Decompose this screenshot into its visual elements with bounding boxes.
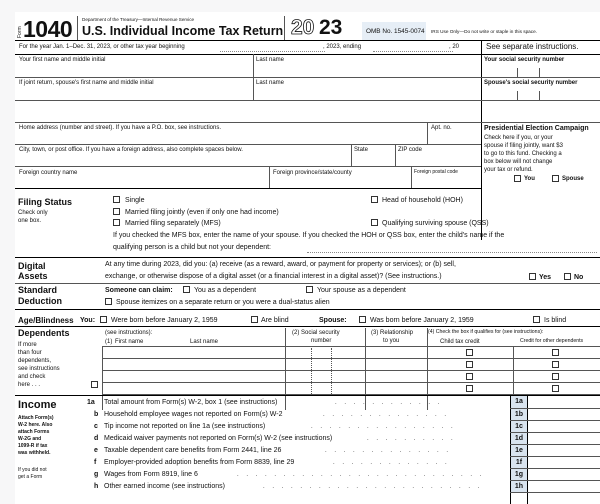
- dep-col1-last: Last name: [190, 339, 219, 345]
- digital-question-1: At any time during 2023, did you: (a) receive (as a reward, award, or payment for property or services); or (b) sell,: [105, 261, 456, 268]
- mfs-label: Married filing separately (MFS): [125, 220, 221, 227]
- campaign-line-3: to go to this fund. Checking a: [484, 151, 562, 157]
- age-spouse-label: Spouse:: [319, 317, 347, 324]
- you-born-before-label: Were born before January 2, 1959: [111, 317, 218, 324]
- campaign-line-4: box below will not change: [484, 159, 553, 165]
- form-title: U.S. Individual Income Tax Return: [82, 24, 284, 38]
- standard-title-1: Standard: [18, 285, 58, 295]
- line-1g-text: Wages from Form 8919, line 6: [104, 471, 198, 478]
- mfj-checkbox[interactable]: [113, 208, 120, 215]
- qss-checkbox[interactable]: [371, 219, 378, 226]
- dep-side-5: and check: [18, 374, 46, 380]
- year-prefix: 20: [291, 16, 315, 39]
- spouse-blind-label: Is blind: [544, 317, 567, 324]
- line-1f-letter: f: [94, 459, 97, 466]
- dep-side-1: If more: [18, 342, 37, 348]
- first-name-label: Your first name and middle initial: [19, 57, 106, 63]
- line-1c-letter: c: [94, 423, 98, 430]
- you-dependent-label: You as a dependent: [194, 287, 257, 294]
- home-address-input[interactable]: [19, 132, 424, 143]
- line-1d-input[interactable]: [528, 433, 600, 444]
- line-1h-letter: h: [94, 483, 99, 490]
- line-1f-text: Employer-provided adoption benefits from Form 8839, line 29: [104, 459, 295, 466]
- dep-col2-b: number: [311, 338, 332, 344]
- tax-year-ending: , 2023, ending: [323, 44, 362, 50]
- city-label: City, town, or post office. If you have a foreign address, also complete spaces below.: [19, 147, 243, 153]
- tax-year-20: , 20: [449, 44, 460, 50]
- tax-year-label: For the year Jan. 1–Dec. 31, 2023, or other tax year beginning: [19, 44, 185, 50]
- mfs-checkbox[interactable]: [113, 219, 120, 226]
- line-1f-input[interactable]: [528, 457, 600, 468]
- dep-side-3: dependents,: [18, 358, 52, 364]
- filing-status-note-2: one box.: [18, 218, 42, 224]
- filing-status-title: Filing Status: [18, 197, 72, 207]
- dep-side-4: see instructions: [18, 366, 60, 372]
- spouse-name-input[interactable]: [19, 87, 479, 99]
- apt-label: Apt. no.: [431, 125, 452, 131]
- line-1b-box: 1b: [511, 409, 527, 420]
- line-1d-text: Medicaid waiver payments not reported on Form(s) W-2 (see instructions): [104, 435, 333, 442]
- line-1b-input[interactable]: [528, 409, 600, 420]
- someone-can-claim: Someone can claim:: [105, 287, 173, 294]
- dep-col2-a: (2) Social security: [292, 330, 340, 336]
- income-side-8: If you did not: [18, 467, 47, 473]
- city-input[interactable]: [19, 154, 349, 165]
- spouse-born-before-label: Was born before January 2, 1959: [370, 317, 474, 324]
- digital-title-2: Assets: [18, 271, 48, 281]
- line-1f-box: 1f: [511, 457, 527, 468]
- spouse-ssn-label: Spouse's social security number: [484, 80, 578, 86]
- qualifying-person-input[interactable]: [307, 252, 597, 253]
- campaign-title: Presidential Election Campaign: [484, 125, 589, 132]
- dep4-ctc-checkbox[interactable]: [466, 385, 473, 392]
- age-you-label: You:: [80, 317, 96, 324]
- dep-col4a: Child tax credit: [440, 339, 480, 345]
- digital-yes-checkbox[interactable]: [529, 273, 536, 280]
- dep1-odc-checkbox[interactable]: [552, 349, 559, 356]
- spouse-itemizes-checkbox[interactable]: [105, 298, 112, 305]
- line-1e-box: 1e: [511, 445, 527, 456]
- home-address-label: Home address (number and street). If you have a P.O. box, see instructions.: [19, 125, 221, 131]
- income-title: Income: [18, 399, 57, 411]
- dep-side-2: than four: [18, 350, 42, 356]
- spouse-born-before-checkbox[interactable]: [359, 316, 366, 323]
- dep-col1-num: (1): [105, 339, 113, 345]
- digital-yes-label: Yes: [539, 274, 552, 281]
- dependents-title: Dependents: [18, 328, 70, 338]
- dep-col3-b: to you: [383, 338, 400, 344]
- line-1d-letter: d: [94, 435, 99, 442]
- foreign-country-label: Foreign country name: [19, 170, 78, 176]
- standard-title-2: Deduction: [18, 296, 62, 306]
- you-dependent-checkbox[interactable]: [183, 286, 190, 293]
- mfs-instruction-1: If you checked the MFS box, enter the name of your spouse. If you checked the HOH or QSS box, enter the child's name if the: [113, 232, 505, 239]
- line-1h-input[interactable]: [528, 481, 600, 492]
- dep4-odc-checkbox[interactable]: [552, 385, 559, 392]
- line-1d-box: 1d: [511, 433, 527, 444]
- digital-title-1: Digital: [18, 261, 46, 271]
- income-side-3: attach Forms: [18, 429, 50, 435]
- income-side-6: was withheld.: [18, 450, 51, 456]
- line-1h-box: 1h: [511, 481, 527, 492]
- you-blind-checkbox[interactable]: [251, 316, 258, 323]
- ssn-input[interactable]: [484, 64, 598, 76]
- hoh-checkbox[interactable]: [371, 196, 378, 203]
- campaign-line-5: your tax or refund.: [484, 167, 533, 173]
- first-name-input[interactable]: [19, 64, 479, 76]
- zip-label: ZIP code: [398, 147, 422, 153]
- line-1c-box: 1c: [511, 421, 527, 432]
- line-1g-input[interactable]: [528, 469, 600, 480]
- line-1e-letter: e: [94, 447, 98, 454]
- income-side-4: W-2G and: [18, 436, 42, 442]
- see-separate-instructions: See separate instructions.: [486, 42, 579, 51]
- line-1g-box: 1g: [511, 469, 527, 480]
- campaign-line-1: Check here if you, or your: [484, 135, 553, 141]
- campaign-line-2: spouse if filing jointly, want $3: [484, 143, 563, 149]
- you-blind-label: Are blind: [261, 317, 289, 324]
- mfs-instruction-2: qualifying person is a child but not your dependent:: [113, 244, 271, 251]
- digital-no-label: No: [574, 274, 584, 281]
- dependents-see: (see instructions):: [105, 330, 153, 336]
- spouse-itemizes-label: Spouse itemizes on a separate return or you were a dual-status alien: [116, 299, 330, 306]
- dep3-ctc-checkbox[interactable]: [466, 373, 473, 380]
- digital-no-checkbox[interactable]: [564, 273, 571, 280]
- line-1c-text: Tip income not reported on line 1a (see instructions): [104, 423, 266, 430]
- agency-line: Department of the Treasury—Internal Revenue Service: [82, 17, 195, 22]
- dep3-odc-checkbox[interactable]: [552, 373, 559, 380]
- dep2-odc-checkbox[interactable]: [552, 361, 559, 368]
- omb-number: OMB No. 1545-0074: [366, 28, 425, 35]
- hoh-label: Head of household (HOH): [382, 197, 463, 204]
- income-side-2: W-2 here. Also: [18, 422, 53, 428]
- line-1h-text: Other earned income (see instructions): [104, 483, 225, 490]
- more-dependents-checkbox[interactable]: [91, 381, 98, 388]
- filing-status-note-1: Check only: [18, 210, 48, 216]
- single-label: Single: [125, 197, 145, 204]
- spouse-blind-checkbox[interactable]: [533, 316, 540, 323]
- income-side-5: 1099-R if tax: [18, 443, 48, 449]
- spouse-dependent-checkbox[interactable]: [306, 286, 313, 293]
- dep-col4b: Credit for other dependents: [520, 338, 584, 344]
- dep1-ctc-checkbox[interactable]: [466, 349, 473, 356]
- foreign-province-label: Foreign province/state/county: [273, 170, 352, 176]
- form-word: Form: [17, 26, 23, 38]
- line-1c-input[interactable]: [528, 421, 600, 432]
- line-1a-text: Total amount from Form(s) W-2, box 1 (see instructions): [104, 399, 278, 406]
- dep-side-6: here . . .: [18, 382, 41, 388]
- last-name-label: Last name: [256, 57, 285, 63]
- line-1g-letter: g: [94, 471, 99, 478]
- spouse-first-name-label: If joint return, spouse's first name and middle initial: [19, 80, 154, 86]
- you-born-before-checkbox[interactable]: [100, 316, 107, 323]
- campaign-spouse-label: Spouse: [562, 176, 584, 182]
- campaign-you-label: You: [524, 176, 535, 182]
- campaign-spouse-checkbox[interactable]: [552, 175, 559, 182]
- form-number: 1040: [23, 16, 73, 42]
- spouse-last-name-label: Last name: [256, 80, 285, 86]
- form-1040: Form 1040 Department of the Treasury—Internal Revenue Service U.S. Individual Income Tax Return 20 23 OMB No. 1545-0074 IRS Use Only—Do not write or staple in this space. For the year Jan. 1–Dec. 31, 2023, or other tax year beginning , 2023, ending , 20 See separate instructions. Your first name and middle initial Last name Your social security number If joint return, spouse's first name and middle initial Last name Spouse's social security number Home address (number and street). If you have a P.O. box, see instructions. Apt. no. City, town, or post office. If you have a foreign address, also complete spaces below. State ZIP code Foreign country name Foreign province/state/county Foreign postal code Presidential Election Campaign Check here if you, or your spouse if filing jointly, want $3 to go to this fund. Checking a box below will not change your tax or refund. You Spouse Filing Status Check only one box. Single Married filing jointly (even if only one had income) Married filing separately (MFS) Head of household (HOH) Qualifying surviving spouse (QSS) If you checked the MFS box, enter the name of your spouse. If you checked the HOH or QSS box, enter the child's name if the qualifying person is a child but not your dependent: Digital Assets At any time during 2023, did you: (a) receive (as a reward, award, or payment for property or services); or (b) sell, exchange, or otherwise dispose of a digital asset (or a financial interest in a digital asset)? (See instructions.) Yes No Standard Deduction Someone can claim: You as a dependent Your spouse as a dependent Spouse itemizes on a separate return or you were a dual-status alien Age/Blindness You: Were born before January 2, 1959 Are blind Spouse: Was born before January 2, 1959 Is blind Dependents (see instructions): (1) First name Last name (2) Social security number (3) Relationship to you (4) Check the box if qualifies for (see instructions): Child tax credit Credit for other dependents If more than four dependents, see instructions and check here . . . Income Attach Form(s) W-2 here. Also attach Forms W-2G and 1099-R if tax was withheld. If you did not get a Form 1a Total amount from Form(s) W-2, box 1 (see instructions) . . . . . . . . . . . . 1a b Household employee wages not reported on Form(s) W-2 . . . . . . . . . . . . . . 1b c Tip income not reported on line 1a (see instructions) . . . . . . . . . . . . . . . . 1c d Medicaid waiver payments not reported on Form(s) W-2 (see instructions) . . . . . . . . . . 1d e Taxable dependent care benefits from Form 2441, line 26 . . . . . . . . . . . . . . 1e f Employer-provided adoption benefits from Form 8839, line 29 . . . . . . . . . . . . . 1f g Wages from Form 8919, line 6 . . . . . . . . . . . . . . . . . . . . . . . . . . . 1g h Other earned income (see instructions) . . . . . . . . . . . . . . . . . . . . . . . . 1h: [15, 12, 600, 504]
- line-1a-input[interactable]: [528, 397, 600, 408]
- year-suffix: 23: [319, 16, 343, 39]
- dep-col1-first: First name: [115, 339, 144, 345]
- irs-use-only: IRS Use Only—Do not write or staple in this space.: [431, 29, 538, 34]
- single-checkbox[interactable]: [113, 196, 120, 203]
- income-side-1: Attach Form(s): [18, 415, 54, 421]
- line-1e-input[interactable]: [528, 445, 600, 456]
- age-blindness-title: Age/Blindness: [18, 316, 74, 325]
- qss-label: Qualifying surviving spouse (QSS): [382, 220, 489, 227]
- ssn-label: Your social security number: [484, 57, 565, 63]
- line-1b-letter: b: [94, 411, 99, 418]
- state-label: State: [354, 147, 369, 153]
- foreign-postal-label: Foreign postal code: [414, 169, 458, 175]
- dep2-ctc-checkbox[interactable]: [466, 361, 473, 368]
- line-1a-box: 1a: [511, 396, 527, 408]
- campaign-you-checkbox[interactable]: [514, 175, 521, 182]
- mfj-label: Married filing jointly (even if only one had income): [125, 209, 279, 216]
- income-side-9: get a Form: [18, 474, 43, 480]
- dep-col3-a: (3) Relationship: [371, 330, 414, 336]
- dep-col4: (4) Check the box if qualifies for (see instructions):: [428, 329, 544, 335]
- spouse-dependent-label: Your spouse as a dependent: [317, 287, 406, 294]
- line-1e-text: Taxable dependent care benefits from Form 2441, line 26: [104, 447, 282, 454]
- line-1b-text: Household employee wages not reported on Form(s) W-2: [104, 411, 283, 418]
- line-1a-letter: 1a: [87, 399, 95, 406]
- digital-question-2: exchange, or otherwise dispose of a digital asset (or a financial interest in a digital asset)? (See instructions.): [105, 273, 442, 280]
